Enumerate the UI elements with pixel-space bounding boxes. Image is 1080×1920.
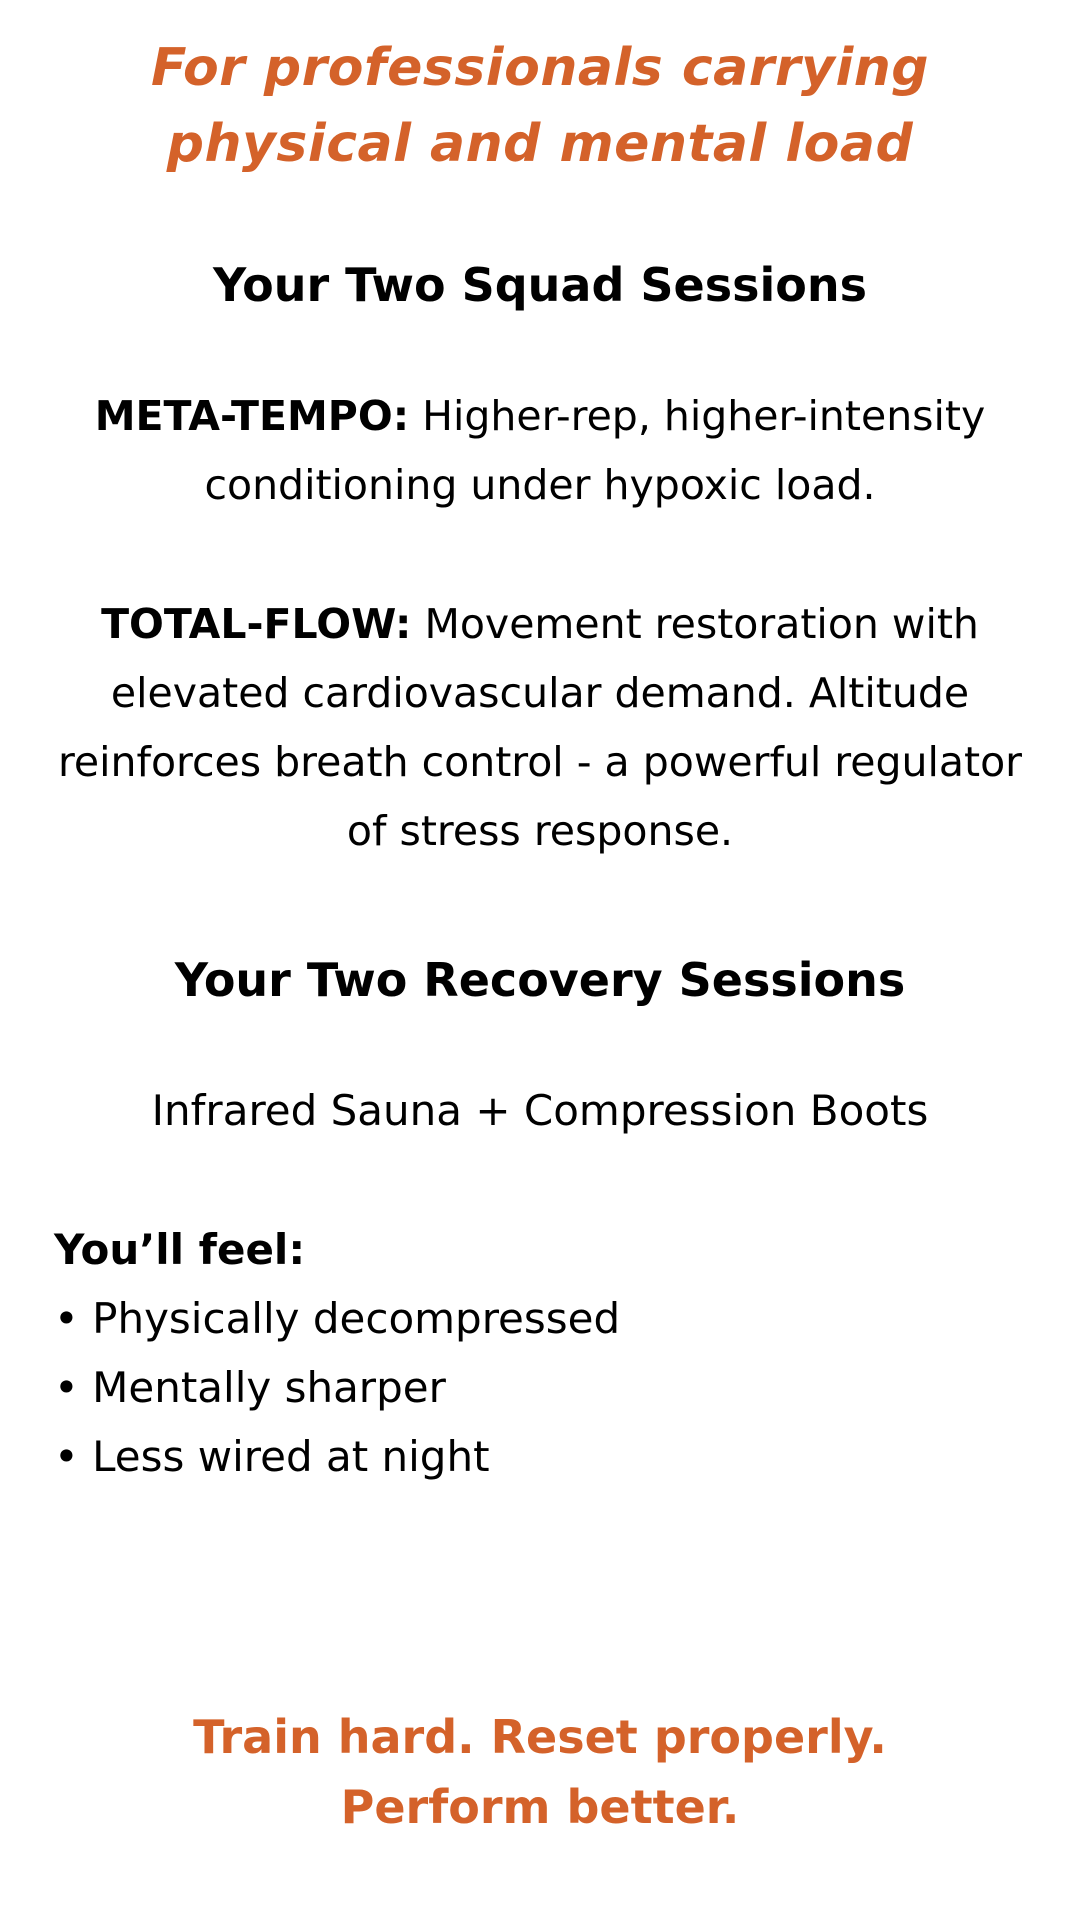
total-flow-label: TOTAL-FLOW:: [101, 600, 412, 648]
tagline-line-2: Perform better.: [340, 1780, 740, 1834]
headline-line-2: physical and mental load: [166, 114, 914, 174]
tagline: [0, 1702, 1080, 1842]
list-item: • Physically decompressed: [54, 1294, 621, 1343]
meta-tempo-label: META-TEMPO:: [94, 392, 410, 440]
total-flow-text: Movement restoration with elevated cardiovascular demand. Altitude reinforces breath control - a powerful regulator of stress response.: [57, 600, 1023, 855]
feel-label: You’ll feel:: [54, 1225, 306, 1274]
headline: [0, 30, 1080, 182]
headline-line-1: For professionals carrying: [150, 38, 930, 98]
recovery-sessions-title: Your Two Recovery Sessions: [174, 953, 906, 1007]
meta-tempo-paragraph: [40, 382, 1040, 520]
feel-list: [54, 1215, 954, 1491]
list-item: • Mentally sharper: [54, 1363, 446, 1412]
list-item: • Less wired at night: [54, 1432, 490, 1481]
meta-tempo-text: Higher-rep, higher-intensity conditioning under hypoxic load.: [204, 392, 986, 509]
squad-sessions-title: Your Two Squad Sessions: [213, 258, 867, 312]
total-flow-paragraph: [40, 590, 1040, 866]
tagline-line-1: Train hard. Reset properly.: [193, 1710, 887, 1764]
recovery-sessions-line: Infrared Sauna + Compression Boots: [151, 1086, 929, 1135]
